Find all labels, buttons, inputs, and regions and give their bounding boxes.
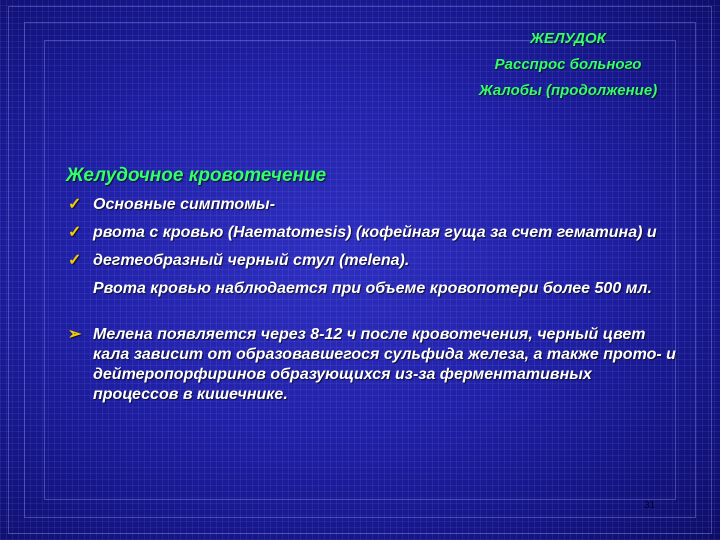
list-item-text: Основные симптомы- — [93, 196, 276, 213]
page-number: 31 — [644, 500, 656, 511]
section-title: Желудочное кровотечение — [66, 165, 327, 186]
header-line-3: Жалобы (продолжение) — [478, 82, 658, 99]
checkmark-icon: ✓ — [68, 252, 82, 269]
list-item-text: рвота с кровью (Haematomesis) (кофейная гуща за счет гематина) и — [93, 224, 657, 241]
checkmark-icon: ✓ — [68, 224, 82, 241]
header-line-2: Расспрос больного — [494, 56, 642, 73]
header-line-1: ЖЕЛУДОК — [530, 30, 606, 47]
list-item — [66, 251, 676, 271]
slide-body — [66, 163, 676, 413]
checkmark-icon: ✓ — [68, 196, 82, 213]
slide-header — [430, 26, 706, 104]
list-item — [66, 195, 676, 215]
list-item — [66, 325, 676, 405]
list-item-text: Мелена появляется через 8-12 ч после кровотечения, черный цвет кала зависит от образовавшегося сульфида железа, а также прото- и дейтеропорфиринов образующихся из-за ферментативных процессов в кишечнике. — [93, 326, 676, 403]
list-item-text: дегтеобразный черный стул (melena). — [93, 252, 410, 269]
arrow-bullet-icon: ➢ — [68, 326, 82, 343]
paragraph: Рвота кровью наблюдается при объеме кровопотери более 500 мл. — [93, 280, 652, 297]
list-item — [66, 223, 676, 243]
